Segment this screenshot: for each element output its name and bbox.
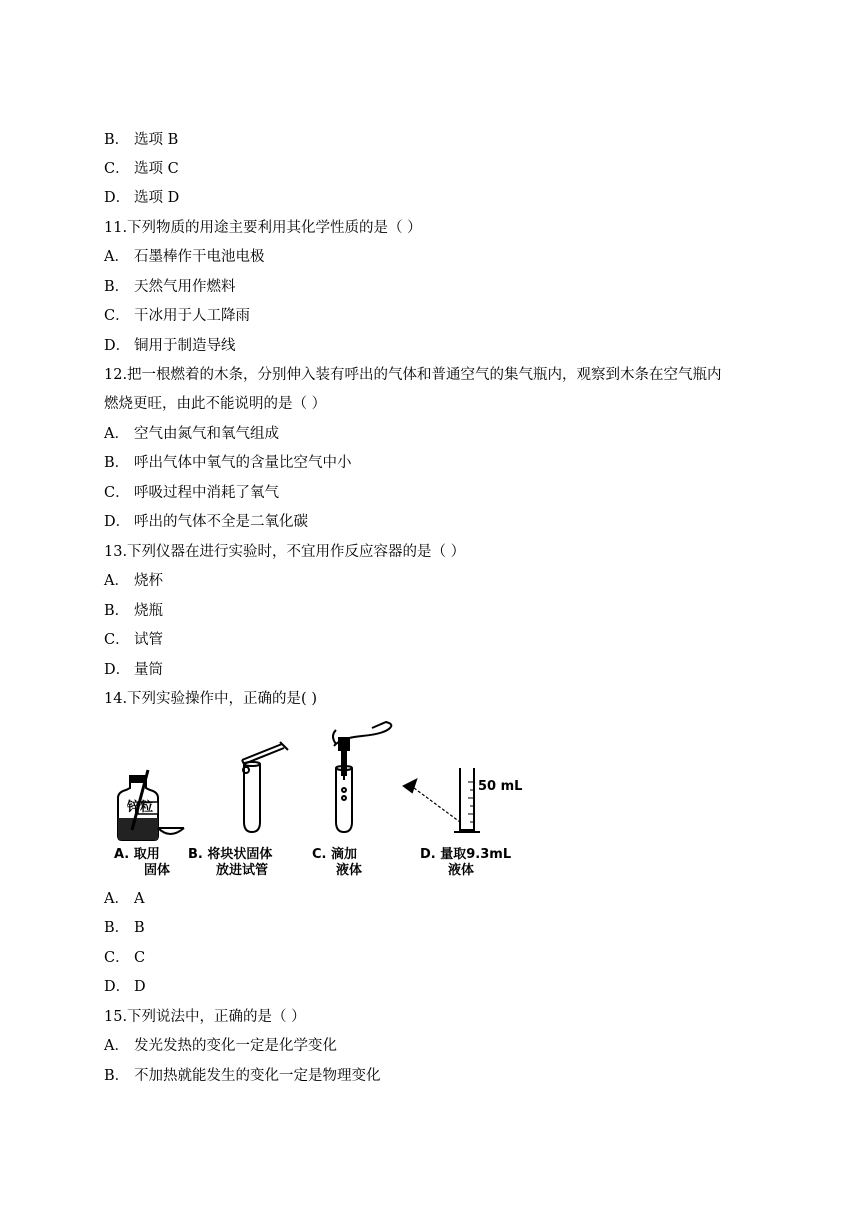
option-text: 呼出的气体不全是二氧化碳 [134,514,308,530]
test-tube-b-illustration [242,742,288,832]
option-line [104,660,163,680]
option-letter: C． [104,950,130,966]
question-12-stem-cont: 燃烧更旺，由此不能说明的是（ ） [104,396,327,412]
option-letter: C． [104,632,130,648]
option-line [104,453,352,473]
question-13-stem: 13.下列仪器在进行实验时，不宜用作反应容器的是（ ） [104,544,466,560]
option-text: 量筒 [134,662,163,678]
option-letter: A． [104,891,129,907]
option-line [104,601,163,621]
option-text: 选项 D [134,190,180,206]
option-line [104,1036,337,1056]
caption-d: D. 量取9.3mL [420,847,512,862]
option-text: A [134,891,145,907]
option-line [104,188,179,208]
option-line [104,424,279,444]
option-line [104,977,146,997]
question-14-stem: 14.下列实验操作中，正确的是( ) [104,691,317,707]
option-line [104,159,179,179]
option-letter: D． [104,979,131,995]
option-letter: C． [104,485,130,501]
option-text: 呼吸过程中消耗了氧气 [134,485,279,501]
option-text: 烧瓶 [134,603,163,619]
option-line [104,130,178,150]
option-letter: A． [104,1038,129,1054]
option-text: 石墨棒作干电池电极 [134,249,265,265]
option-letter: C． [104,308,130,324]
option-letter: D． [104,514,131,530]
lab-operations-figure [104,718,534,880]
option-letter: B． [104,279,130,295]
option-text: 呼出气体中氧气的含量比空气中小 [134,455,352,471]
option-line [104,247,265,267]
option-text: 试管 [134,632,163,648]
caption-b-2: 放进试管 [216,863,269,878]
option-letter: B． [104,920,130,936]
graduated-cylinder-d-illustration [404,768,480,832]
option-text: 干冰用于人工降雨 [134,308,250,324]
option-letter: B． [104,1068,130,1084]
option-letter: A． [104,426,129,442]
option-text: D [134,979,146,995]
option-line [104,483,279,503]
option-text: 空气由氮气和氧气组成 [134,426,279,442]
caption-a-2: 固体 [144,863,171,878]
option-letter: D． [104,190,131,206]
option-line [104,889,144,909]
option-line [104,1066,381,1086]
option-line [104,918,145,938]
option-line [104,306,250,326]
option-text: 烧杯 [134,573,163,589]
caption-a: A. 取用 [114,847,160,862]
option-letter: B． [104,132,130,148]
question-11-stem: 11.下列物质的用途主要利用其化学性质的是（ ） [104,220,422,236]
cylinder-label: 50 mL [478,779,523,794]
bottle-label: 锌粒 [126,800,154,815]
option-letter: B． [104,603,130,619]
option-text: 选项 B [134,132,179,148]
option-text: 不加热就能发生的变化一定是物理变化 [134,1068,381,1084]
caption-c-2: 液体 [336,863,363,878]
dropper-c-illustration [333,722,391,832]
option-text: B [134,920,145,936]
option-text: 选项 C [134,161,179,177]
caption-d-2: 液体 [448,863,475,878]
option-text: C [134,950,146,966]
question-12-stem: 12.把一根燃着的木条，分别伸入装有呼出的气体和普通空气的集气瓶内，观察到木条在空气瓶内 [104,367,722,383]
caption-c: C. 滴加 [312,847,358,862]
option-line [104,571,163,591]
option-line [104,277,236,297]
option-letter: D． [104,662,131,678]
option-letter: B． [104,455,130,471]
option-line [104,512,308,532]
option-text: 天然气用作燃料 [134,279,236,295]
option-line [104,336,236,356]
option-letter: C． [104,161,130,177]
option-text: 铜用于制造导线 [134,338,236,354]
option-letter: D． [104,338,131,354]
option-letter: A． [104,573,129,589]
question-15-stem: 15.下列说法中，正确的是（ ） [104,1009,306,1025]
option-line [104,630,163,650]
option-letter: A． [104,249,129,265]
caption-b: B. 将块状固体 [188,847,273,862]
option-text: 发光发热的变化一定是化学变化 [134,1038,337,1054]
option-line [104,948,145,968]
